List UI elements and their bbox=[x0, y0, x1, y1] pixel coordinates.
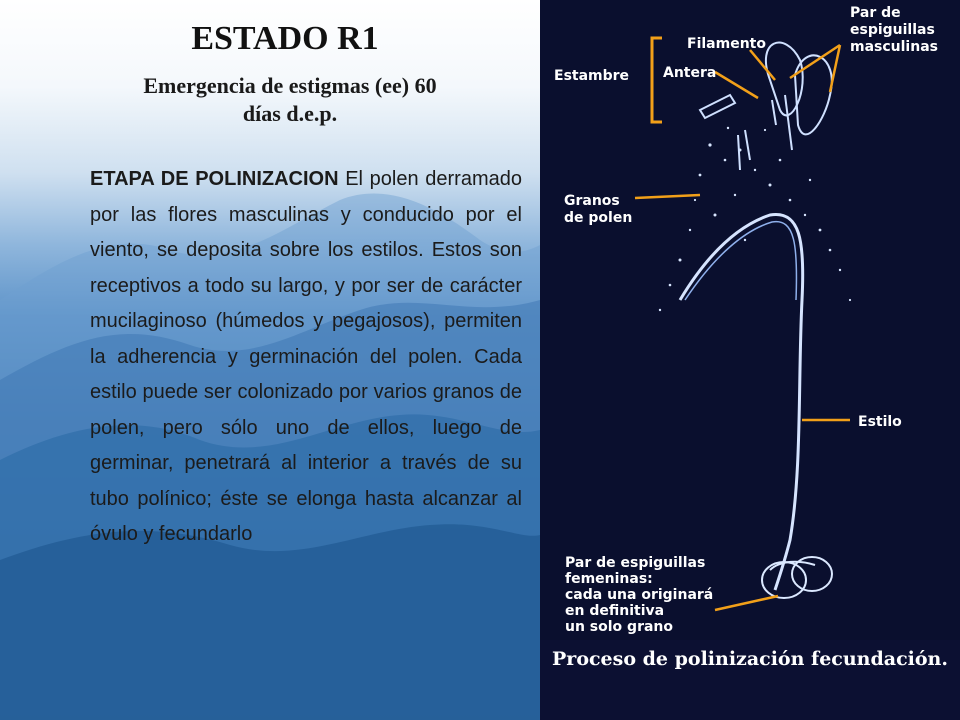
slide-title: ESTADO R1 bbox=[191, 20, 379, 57]
pollination-diagram bbox=[540, 0, 960, 640]
label-fem-5: un solo grano bbox=[565, 619, 674, 635]
label-masculinas: masculinas bbox=[850, 39, 938, 55]
right-panel bbox=[540, 0, 960, 720]
label-estilo: Estilo bbox=[858, 414, 902, 430]
subtitle-line-2: días d.e.p. bbox=[242, 101, 338, 126]
label-granos: Granos bbox=[564, 193, 620, 209]
body-lead: ETAPA DE POLINIZACION bbox=[90, 168, 339, 190]
label-estambre: Estambre bbox=[554, 68, 630, 84]
label-fem-1: Par de espiguillas bbox=[565, 555, 706, 571]
label-fem-4: en definitiva bbox=[565, 603, 665, 619]
label-de-polen: de polen bbox=[564, 210, 633, 226]
label-antera: Antera bbox=[663, 65, 717, 81]
style-silk bbox=[680, 214, 803, 590]
figure-caption: Proceso de polinización fecundación. bbox=[552, 648, 948, 670]
stamen-bracket bbox=[652, 38, 662, 122]
label-par-de: Par de bbox=[850, 5, 901, 21]
pollination-illustration bbox=[540, 0, 960, 640]
body-text: El polen derramado por las flores masculinas y conducido por el viento, se deposita sobre los estilos. Estos son receptivos a todo su largo, y por ser de carácter mucilaginoso (húmedos y pegajosos), permiten la adherencia y germinación del polen. Cada estilo puede ser colonizado por varios granos de polen, pero sólo uno de ellos, luego de germinar, penetrará al interior a través de su tubo polínico; éste se elonga hasta alcanzar al óvulo y fecundarlo bbox=[90, 168, 522, 545]
style-silk-inner bbox=[685, 222, 797, 300]
subtitle-line-1: Emergencia de estigmas (ee) 60 bbox=[143, 73, 437, 98]
slide-subtitle bbox=[80, 72, 500, 128]
label-filamento: Filamento bbox=[687, 36, 766, 52]
label-fem-3: cada una originará bbox=[565, 587, 714, 603]
label-leaders bbox=[635, 45, 850, 610]
pollen-grains bbox=[659, 127, 851, 311]
female-spikelets bbox=[762, 557, 832, 598]
label-fem-2: femeninas: bbox=[565, 571, 653, 587]
label-espiguillas: espiguillas bbox=[850, 22, 935, 38]
male-spikelets bbox=[700, 43, 832, 170]
body-paragraph bbox=[90, 162, 522, 553]
